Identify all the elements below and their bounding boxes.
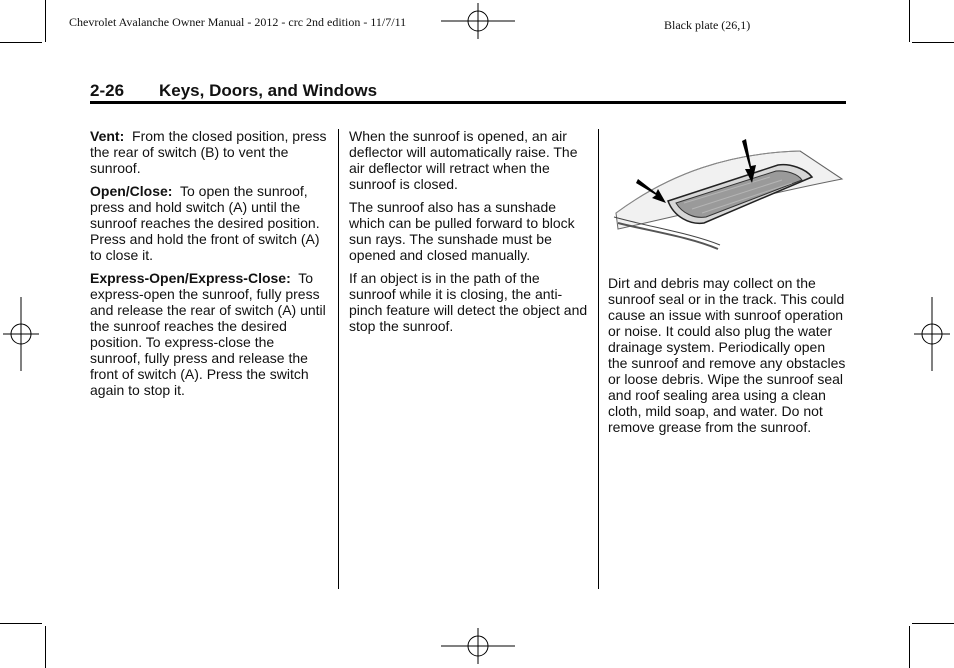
registration-mark-bottom — [441, 628, 515, 664]
registration-mark-top — [441, 3, 515, 39]
registration-mark-right — [914, 297, 950, 371]
crop-mark — [909, 626, 910, 668]
slug-right: Black plate (26,1) — [664, 18, 751, 32]
registration-mark-left — [3, 297, 39, 371]
crop-mark — [0, 42, 42, 43]
paragraph-air-deflector: When the sunroof is opened, an air deflector will automatically raise. The air deflector will retract when the sunroof is closed. — [349, 128, 578, 192]
crop-mark — [912, 623, 954, 624]
sunroof-illustration — [610, 133, 844, 251]
crop-mark — [912, 42, 954, 43]
paragraph-dirt-debris: Dirt and debris may collect on the sunroof seal or in the track. This could cause an issue with sunroof operation or noise. It could also plug the water drainage system. Periodically open the sunroof and remove any obstacles or loose debris. Wipe the sunroof seal and roof sealing area using a clean cloth, mild soap, and water. Do not remove grease from the sunroof. — [608, 275, 846, 435]
paragraph-sunshade: The sunroof also has a sunshade which can be pulled forward to block sun rays. The sunshade must be opened and closed manually. — [349, 199, 575, 263]
term-express: Express-Open/Express-Close: — [90, 270, 291, 286]
column-2 — [349, 128, 589, 341]
paragraph-vent — [90, 128, 328, 176]
term-open-close: Open/Close: — [90, 183, 173, 199]
paragraph-anti-pinch: If an object is in the path of the sunroof while it is closing, the anti-pinch feature will detect the object and stop the sunroof. — [349, 270, 588, 334]
crop-mark — [0, 623, 42, 624]
header-rule — [90, 101, 846, 104]
slug-left: Chevrolet Avalanche Owner Manual - 2012 - crc 2nd edition - 11/7/11 — [69, 15, 407, 29]
column-divider — [338, 129, 339, 589]
page-number: 2-26 — [90, 81, 125, 100]
text-express: To express-open the sunroof, fully press and release the rear of switch (A) until the sunroof reaches the desired position. To express-close the sunroof, fully press and release the front of switch (A). Press the switch again to stop it. — [90, 270, 326, 398]
column-divider — [598, 129, 599, 589]
crop-mark — [45, 626, 46, 668]
crop-mark — [45, 0, 46, 42]
term-vent: Vent: — [90, 128, 125, 144]
text-vent: From the closed position, press the rear of switch (B) to vent the sunroof. — [90, 128, 327, 176]
crop-mark — [909, 0, 910, 42]
column-1 — [90, 128, 328, 405]
paragraph-express — [90, 270, 328, 398]
section-title: Keys, Doors, and Windows — [159, 81, 378, 100]
column-3 — [608, 275, 848, 442]
text-open-close: To open the sunroof, press and hold switch (A) until the sunroof reaches the desired position. Press and hold the front of switch (A) to close it. — [90, 183, 320, 263]
paragraph-open-close — [90, 183, 328, 263]
